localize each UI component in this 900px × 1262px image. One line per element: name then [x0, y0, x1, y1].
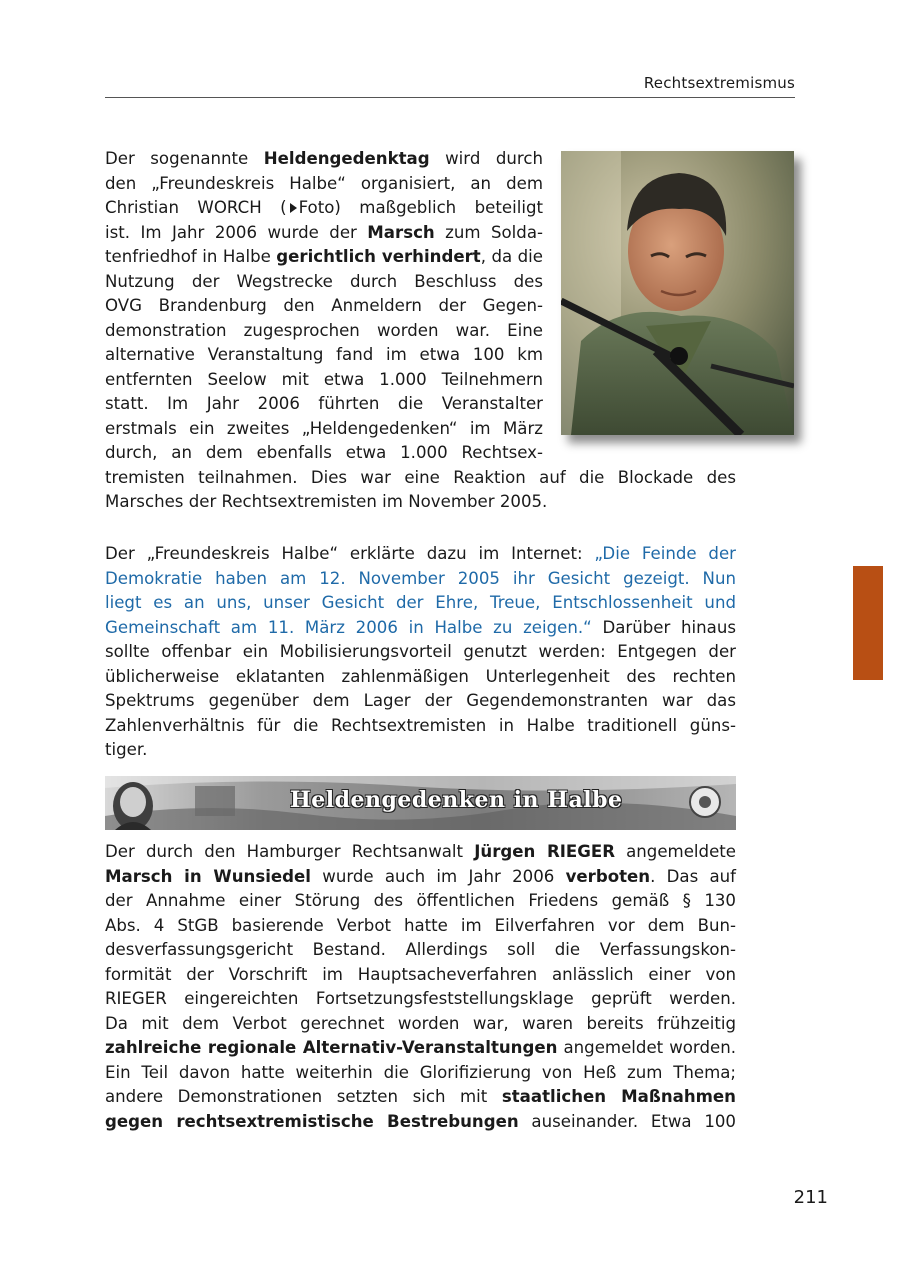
bold-term: gegen rechtsextremistische Bestrebungen [105, 1111, 519, 1131]
text-line [105, 640, 736, 665]
bold-term: staatlichen Maßnahmen [501, 1087, 736, 1106]
text-run: RIEGER eingereichten Fortsetzungsfeststellungsklage geprüft werden. [105, 989, 736, 1008]
bold-term: Marsch in Wunsiedel [105, 866, 311, 886]
text-line [105, 889, 736, 914]
text-line [105, 417, 543, 442]
quotation-text: liegt es an uns, unser Gesicht der Ehre, Treue, Entschlossenheit und [105, 593, 736, 612]
text-run: Der durch den Hamburger Rechtsanwalt [105, 842, 475, 861]
bold-term: verboten [565, 866, 651, 886]
text-line [105, 490, 736, 515]
text-line [105, 147, 543, 172]
text-line [105, 665, 736, 690]
text-line [105, 542, 736, 567]
text-run: auseinander. Etwa 100 [518, 1111, 736, 1131]
banner-title: Heldengedenken in Halbe [290, 787, 623, 813]
text-line [105, 221, 543, 246]
text-run: erstmals ein zweites „Heldengedenken“ im März [105, 418, 543, 438]
text-run: OVG Brandenburg den Anmeldern der Gegen- [105, 296, 543, 315]
header-rule [105, 97, 795, 98]
text-line [105, 1085, 736, 1110]
section-tab-marker [853, 566, 883, 680]
text-line [105, 1110, 736, 1135]
text-line [105, 343, 543, 368]
text-run: angemeldete [614, 842, 736, 861]
text-line [105, 368, 543, 393]
text-line [105, 392, 543, 417]
text-run: angemeldet worden. [557, 1038, 736, 1057]
text-run: Marsches der Rechtsextremisten im November 2005. [105, 492, 548, 511]
text-run: demonstration zugesprochen worden war. Eine [105, 320, 543, 340]
text-run: statt. Im Jahr 2006 führten die Veranstalter [105, 394, 543, 413]
text-line [105, 294, 543, 319]
text-run: . Das auf [650, 866, 737, 886]
text-run: tremisten teilnahmen. Dies war eine Reaktion auf die Blockade des [105, 467, 736, 487]
text-line [105, 591, 736, 616]
text-line [105, 738, 736, 763]
text-run: tenfriedhof in Halbe [105, 247, 277, 266]
text-line [105, 319, 543, 344]
text-line [105, 172, 543, 197]
text-run: der Annahme einer Störung des öffentlichen Friedens gemäß § 130 [105, 891, 736, 910]
quotation-text: Demokratie haben am 12. November 2005 ihr Gesicht gezeigt. Nun [105, 568, 736, 588]
triangle-right-icon [290, 203, 297, 213]
text-run: Der sogenannte [105, 149, 264, 168]
text-run: Abs. 4 StGB basierende Verbot hatte im Eilverfahren vor dem Bun- [105, 915, 736, 935]
text-line [105, 245, 543, 270]
text-line [105, 914, 736, 939]
text-run: Christian WORCH ( [105, 198, 287, 217]
text-run: wurde auch im Jahr 2006 [311, 866, 566, 886]
text-run: zum Solda- [434, 222, 543, 242]
text-line [105, 963, 736, 988]
text-line [105, 865, 736, 890]
quotation-text: „Die Feinde der [594, 544, 736, 563]
text-line [105, 466, 736, 491]
text-run: tiger. [105, 740, 148, 759]
paragraph-marsch-wunsiedel [105, 840, 736, 1134]
text-line [105, 938, 736, 963]
text-run: alternative Veranstaltung fand im etwa 100 km [105, 345, 543, 364]
text-line [105, 987, 736, 1012]
bold-term: Marsch [367, 222, 435, 242]
text-run: , da die [480, 247, 543, 266]
text-line [105, 1061, 736, 1086]
bold-term: Jürgen RIEGER [474, 842, 615, 861]
paragraph-heldengedenktag [105, 147, 736, 515]
page-number: 211 [793, 1187, 828, 1208]
text-line [105, 567, 736, 592]
paragraph-freundeskreis-halbe [105, 542, 736, 763]
text-run: entfernten Seelow mit etwa 1.000 Teilnehmern [105, 369, 543, 389]
quotation-text: Gemeinschaft am 11. März 2006 in Halbe zu zeigen.“ [105, 617, 592, 637]
text-run: Nutzung der Wegstrecke durch Beschluss des [105, 271, 543, 291]
text-run: Foto) maßgeblich beteiligt [298, 198, 543, 217]
text-line [105, 196, 543, 221]
text-run: Ein Teil davon hatte weiterhin die Glorifizierung von Heß zum Thema; [105, 1062, 736, 1082]
text-line [105, 1012, 736, 1037]
text-run: Darüber hinaus [591, 617, 736, 637]
text-line [105, 616, 736, 641]
text-run: wird durch [429, 149, 543, 168]
bold-term: zahlreiche regionale Alternativ-Veranstaltungen [105, 1038, 558, 1057]
text-run: ist. Im Jahr 2006 wurde der [105, 222, 368, 242]
text-run: desverfassungsgericht Bestand. Allerdings soll die Verfassungskon- [105, 940, 736, 959]
bold-term: gerichtlich verhindert [276, 247, 481, 266]
text-run: durch, an dem ebenfalls etwa 1.000 Rechtsex- [105, 443, 543, 462]
running-header: Rechtsextremismus [643, 74, 795, 92]
text-run: Da mit dem Verbot gerechnet worden war, waren bereits frühzeitig [105, 1013, 736, 1033]
text-run: formität der Vorschrift im Hauptsacheverfahren anlässlich einer von [105, 964, 736, 984]
text-line [105, 441, 543, 466]
bold-term: Heldengedenktag [263, 149, 430, 168]
text-run: andere Demonstrationen setzten sich mit [105, 1087, 502, 1106]
text-line [105, 840, 736, 865]
banner-heldengedenken-in-halbe [105, 776, 736, 830]
text-run: den „Freundeskreis Halbe“ organisiert, an dem [105, 173, 543, 193]
text-run: üblicherweise eklatanten zahlenmäßigen Unterlegenheit des rechten [105, 666, 736, 686]
text-run: Der „Freundeskreis Halbe“ erklärte dazu im Internet: [105, 544, 595, 563]
text-run: Zahlenverhältnis für die Rechtsextremisten in Halbe traditionell güns- [105, 715, 736, 735]
text-line [105, 1036, 736, 1061]
text-run: Spektrums gegenüber dem Lager der Gegendemonstranten war das [105, 691, 736, 710]
text-line [105, 714, 736, 739]
text-line [105, 689, 736, 714]
text-run: sollte offenbar ein Mobilisierungsvorteil genutzt werden: Entgegen der [105, 642, 736, 661]
text-line [105, 270, 543, 295]
